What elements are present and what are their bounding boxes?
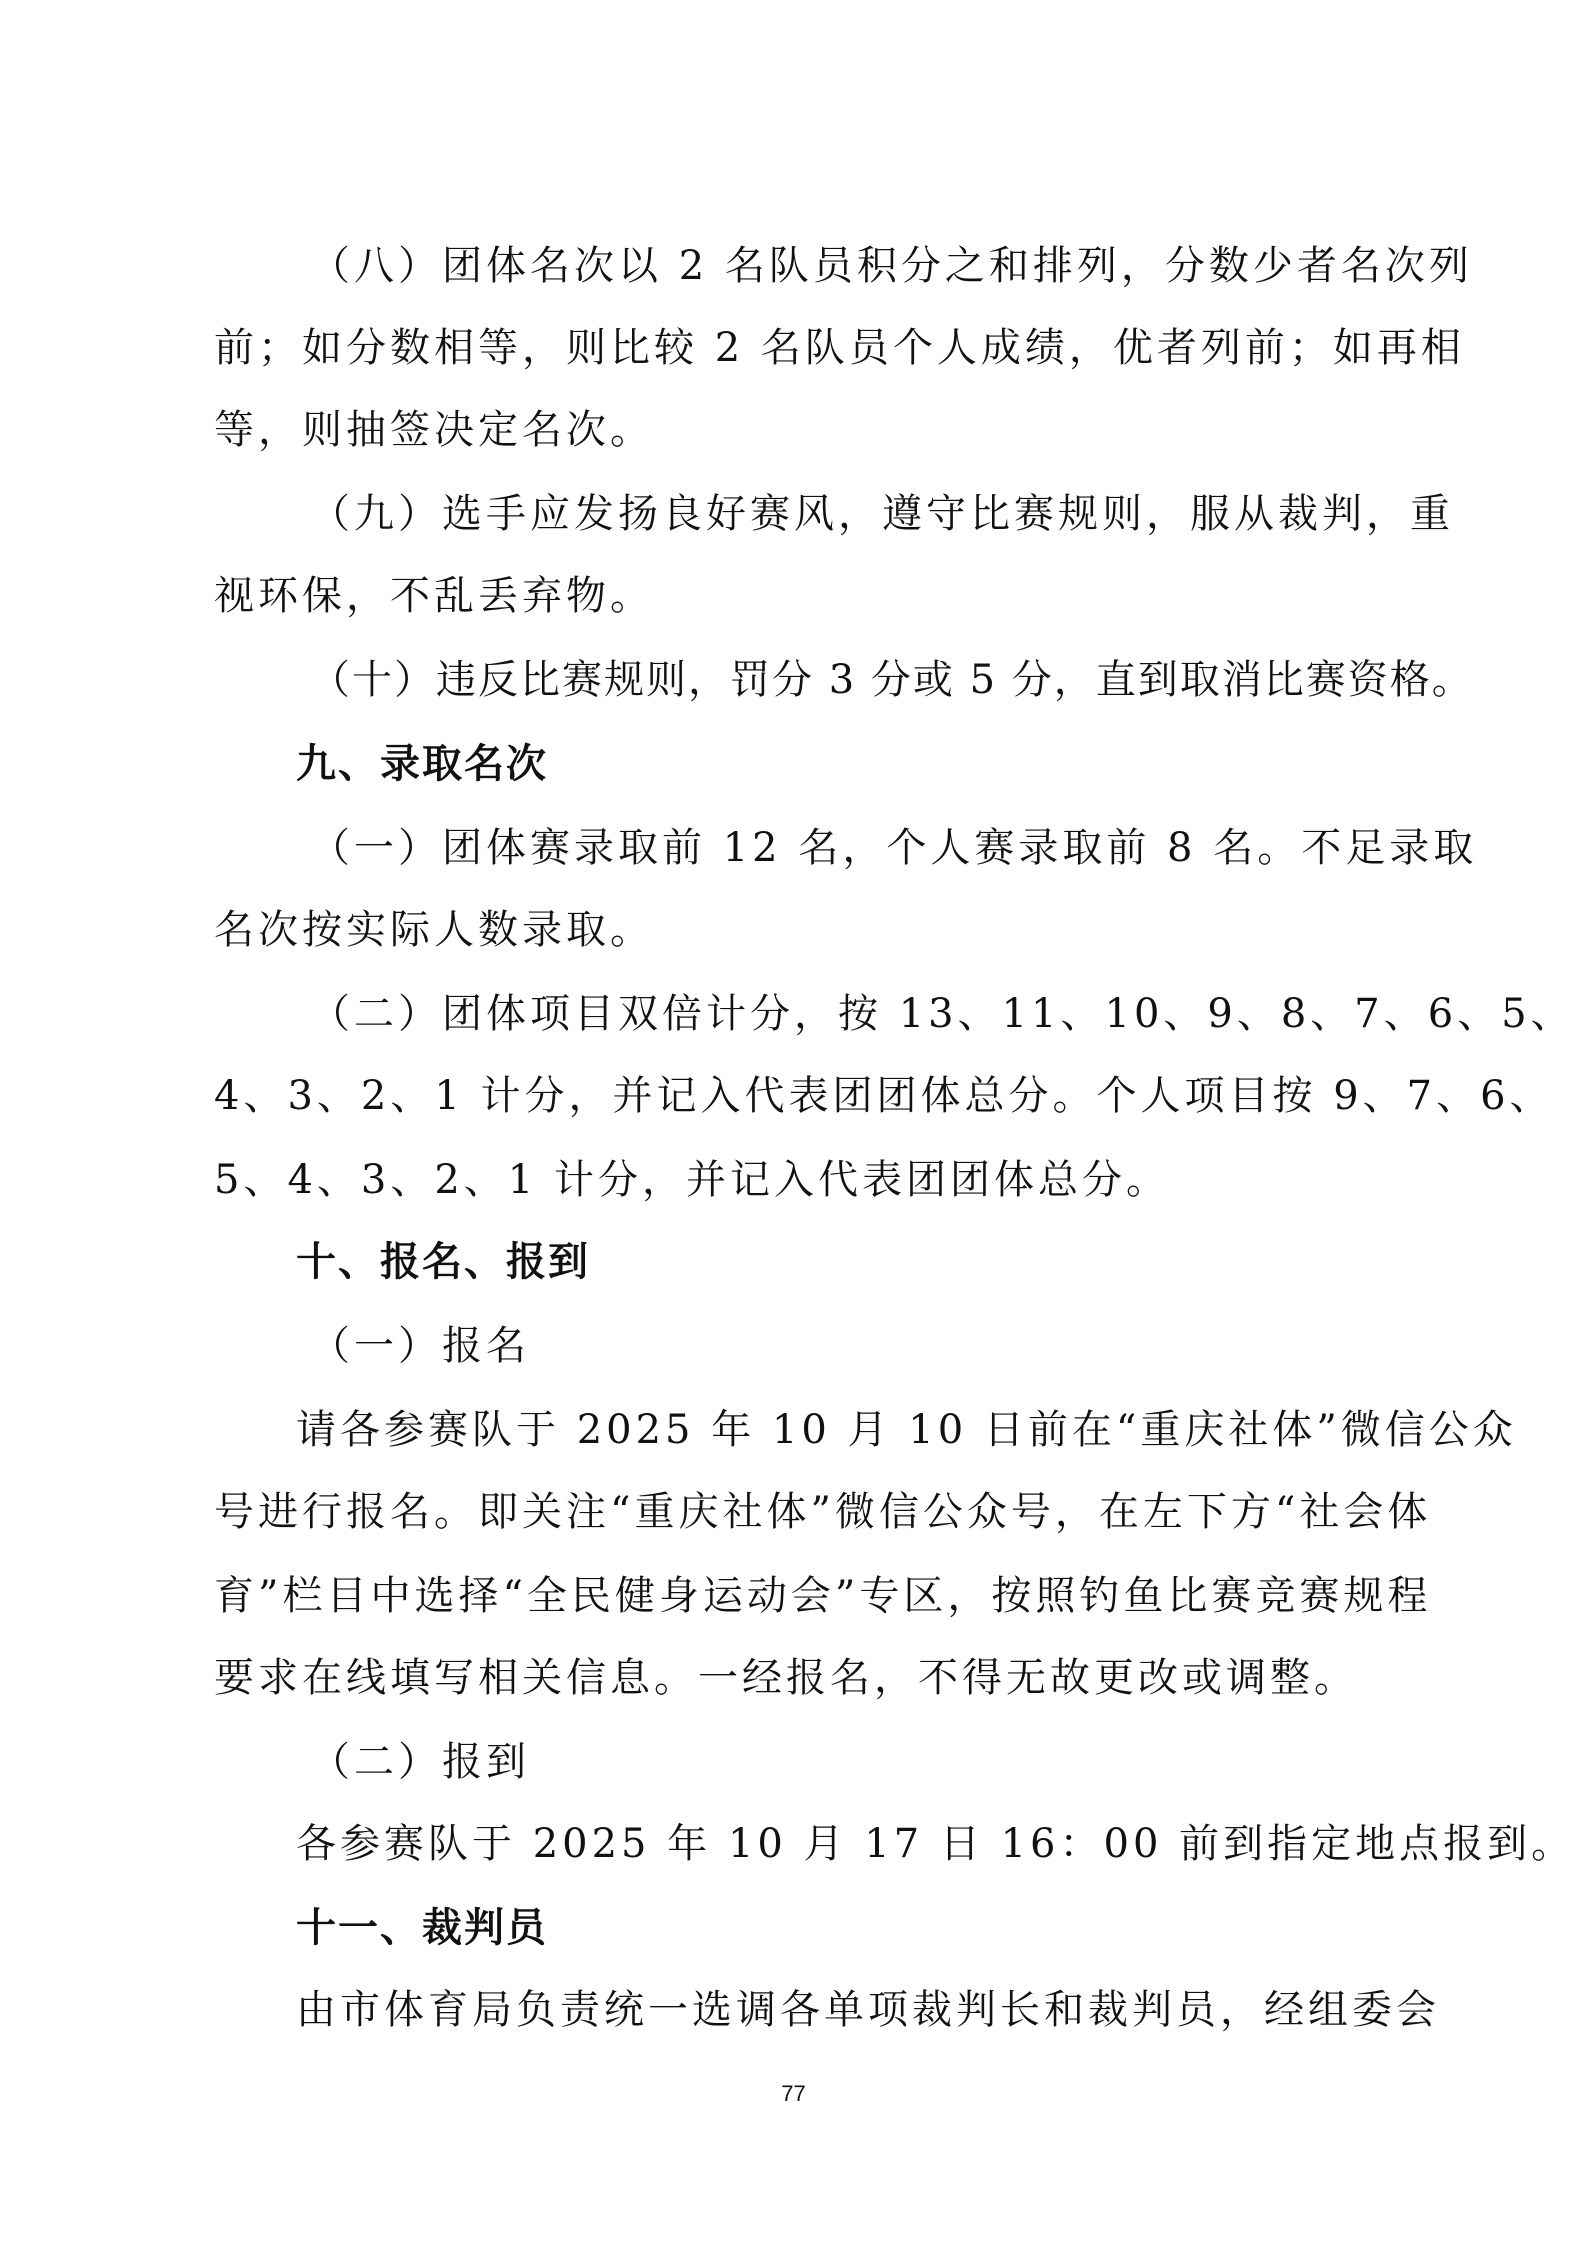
subheading-line: （一）报名 [310, 1323, 530, 1369]
section-heading: 九、录取名次 [296, 741, 548, 787]
paragraph-line: 各参赛队于 2025 年 10 月 17 日 16：00 前到指定地点报到。 [296, 1821, 1576, 1867]
paragraph-line: 名次按实际人数录取。 [214, 907, 654, 953]
paragraph-line: 号进行报名。即关注“重庆社体”微信公众号，在左下方“社会体 [214, 1489, 1432, 1535]
paragraph-line: （一）团体赛录取前 12 名，个人赛录取前 8 名。不足录取 [310, 825, 1478, 871]
paragraph-line: 5、4、3、2、1 计分，并记入代表团团体总分。 [214, 1157, 1170, 1203]
paragraph-line: （十）违反比赛规则，罚分 3 分或 5 分，直到取消比赛资格。 [310, 657, 1474, 703]
paragraph-line: （八）团体名次以 2 名队员积分之和排列，分数少者名次列 [310, 243, 1473, 289]
paragraph-line: 视环保，不乱丢弃物。 [214, 573, 654, 619]
section-heading: 十一、裁判员 [296, 1905, 548, 1951]
paragraph-line: 要求在线填写相关信息。一经报名，不得无故更改或调整。 [214, 1655, 1358, 1701]
paragraph-line: 等，则抽签决定名次。 [214, 407, 654, 453]
paragraph-line: 育”栏目中选择“全民健身运动会”专区，按照钓鱼比赛竞赛规程 [214, 1573, 1432, 1619]
paragraph-line: 由市体育局负责统一选调各单项裁判长和裁判员，经组委会 [296, 1987, 1440, 2033]
paragraph-line: （二）团体项目双倍计分，按 13、11、10、9、8、7、6、5、 [310, 991, 1575, 1037]
paragraph-line: 前；如分数相等，则比较 2 名队员个人成绩，优者列前；如再相 [214, 325, 1465, 371]
paragraph-line: 4、3、2、1 计分，并记入代表团团体总分。个人项目按 9、7、6、 [214, 1073, 1554, 1119]
subheading-line: （二）报到 [310, 1739, 530, 1785]
paragraph-line: 请各参赛队于 2025 年 10 月 10 日前在“重庆社体”微信公众 [296, 1407, 1517, 1453]
section-heading: 十、报名、报到 [296, 1239, 590, 1285]
paragraph-line: （九）选手应发扬良好赛风，遵守比赛规则，服从裁判，重 [310, 491, 1454, 537]
page-number: 77 [781, 2081, 806, 2106]
